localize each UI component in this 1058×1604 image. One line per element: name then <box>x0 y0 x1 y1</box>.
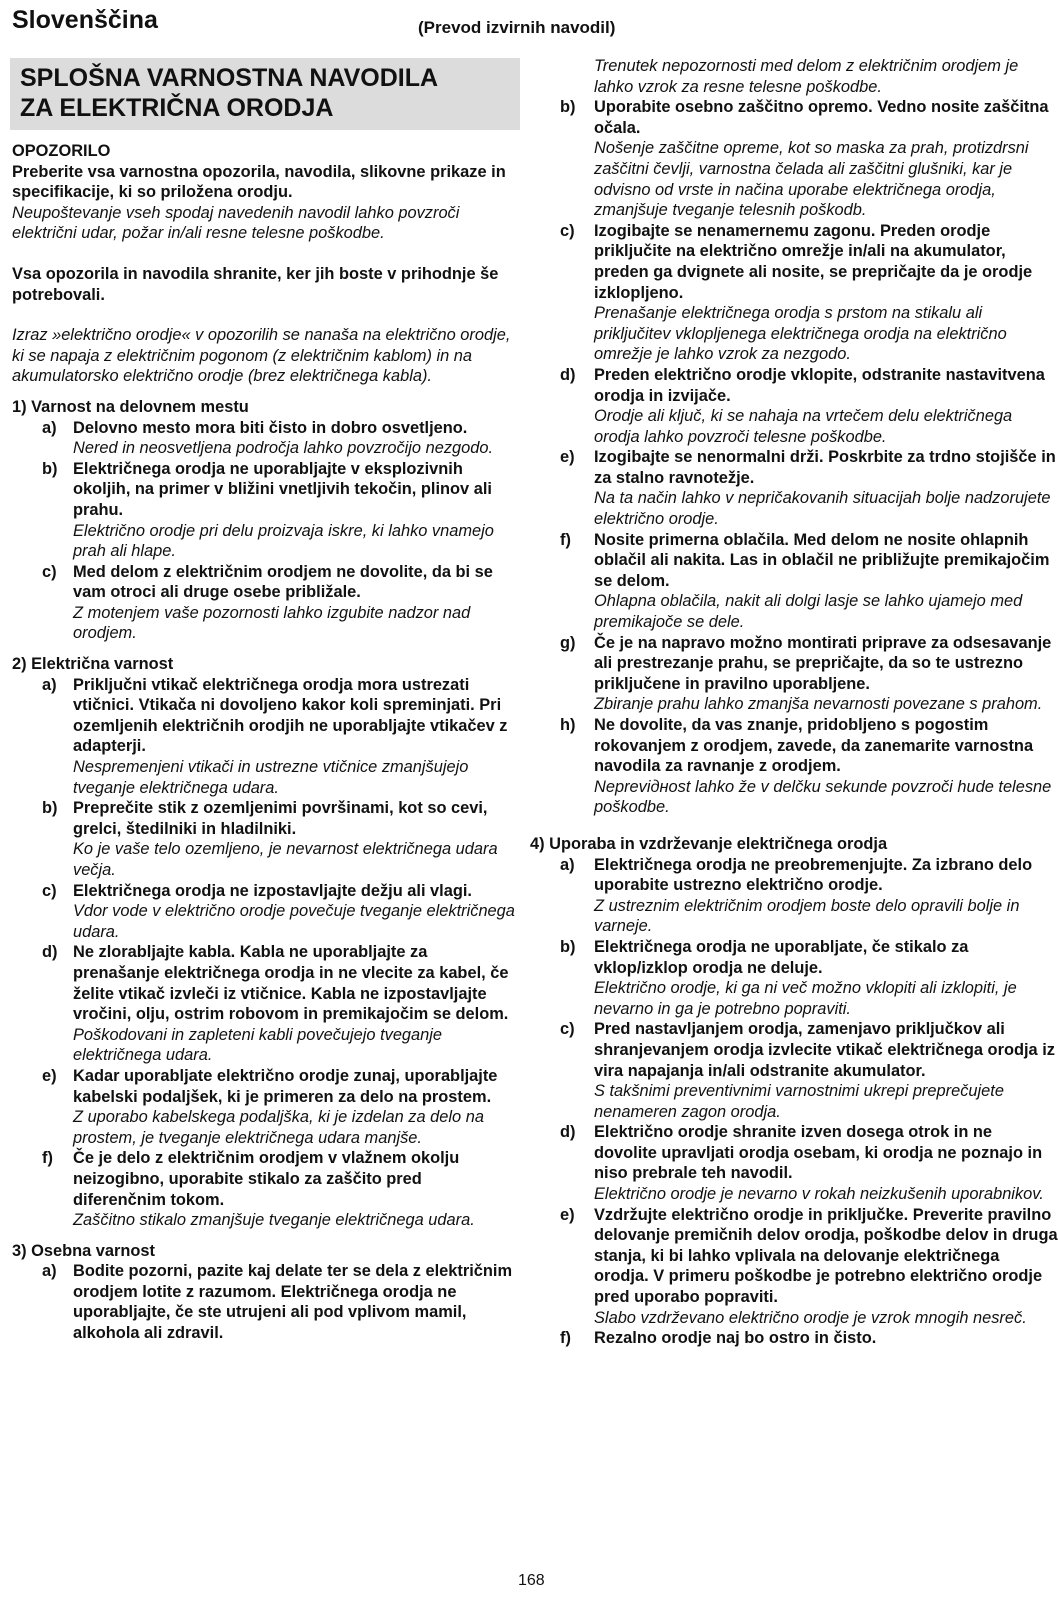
section-3-heading: 3) Osebna varnost <box>12 1241 156 1260</box>
item-label: a) <box>42 418 57 437</box>
list-item <box>12 881 518 943</box>
save-instructions: Vsa opozorila in navodila shranite, ker jih boste v prihodnje še potrebovali. <box>12 264 499 304</box>
definition-text: Izraz »električno orodje« v opozorilih se nanaša na električno orodje, ki se napaja z električnim pogonom (z električnim kablom) in na akumulatorsko električno orodje (brez električnega kabla). <box>12 326 511 386</box>
item-note: Električno orodje je nevarno v rokah neizkušenih uporabnikov. <box>594 1185 1044 1204</box>
item-label: b) <box>560 937 576 956</box>
list-item <box>560 447 1058 529</box>
item-text: Delovno mesto mora biti čisto in dobro osvetljeno. <box>73 418 468 437</box>
translation-subtitle: (Prevod izvirnih navodil) <box>418 18 616 37</box>
item-note: Prenašanje električnega orodja s prstom na stikalu ali priključitev vklopljenega električnega orodja na električno omrežje je lahko vzrok za nezgodo. <box>594 304 1007 364</box>
item-label: d) <box>560 1123 576 1142</box>
item-note: Vdor vode v električno orodje povečuje tveganje električnega udara. <box>73 902 515 941</box>
item-label: b) <box>42 459 58 478</box>
item-text: Preden električno orodje vklopite, odstranite nastavitvena orodja in izvijače. <box>594 365 1045 405</box>
list-item <box>12 459 518 562</box>
list-item <box>560 221 1058 365</box>
item-note: Ohlapna oblačila, nakit ali dolgi lasje se lahko ujamejo med premikajoče se dele. <box>594 592 1023 632</box>
list-item <box>12 1066 518 1148</box>
list-item <box>560 937 1058 1019</box>
item-label: f) <box>560 1329 571 1348</box>
item-note: Nošenje zaščitne opreme, kot so maska za prah, protizdrsni zaščitni čevlji, varnostna čelada ali zaščitni glušniki, kar je odvisno od vrste in načina uporabe električnega orodja, zmanjšuje tveganje telesnih poškodb. <box>594 139 1029 220</box>
item-note: Z uporabo kabelskega podaljška, ki je izdelan za delo na prostem, je tveganje električnega udara manjše. <box>73 1108 484 1147</box>
section-2-heading: 2) Električna varnost <box>12 655 174 674</box>
item-note: Na ta način lahko v nepričakovanih situacijah bolje nadzorujete električno orodje. <box>594 489 1051 529</box>
list-item <box>560 97 1058 221</box>
left-column <box>12 141 518 1344</box>
list-item <box>12 798 518 880</box>
list-item <box>560 1019 1058 1122</box>
item-label: b) <box>560 98 576 117</box>
list-item <box>12 418 518 459</box>
item-text: Ne dovolite, da vas znanje, pridobljeno s pogostim rokovanjem z orodjem, zavede, da zanemarite varnostna navodila za ravnanje z orodjem. <box>594 716 1034 776</box>
item-note: Zaščitno stikalo zmanjšuje tveganje električnega udara. <box>73 1211 475 1230</box>
item-label: e) <box>560 1205 575 1224</box>
item-label: c) <box>560 1020 575 1039</box>
item-label: d) <box>42 943 58 962</box>
item-text: Električnega orodja ne uporabljajte v eksplozivnih okoljih, na primer v bližini vnetljivih tekočin, plinov ali prahu. <box>73 459 492 519</box>
list-item <box>560 633 1058 715</box>
list-item <box>560 1122 1058 1204</box>
warning-note: Neupoštevanje vseh spodaj navedenih navodil lahko povzroči električni udar, požar in/ali resne telesne poškodbe. <box>12 203 460 243</box>
item-label: d) <box>560 365 576 384</box>
list-item <box>560 1205 1058 1329</box>
item-text: Električno orodje shranite izven dosega otrok in ne dovolite upravljati orodja osebam, ki orodja ne poznajo in niso prebrale teh navodil. <box>594 1123 1043 1183</box>
list-item <box>12 675 518 799</box>
item-note: Ko je vaše telo ozemljeno, je nevarnost električnega udara večja. <box>73 840 498 879</box>
list-item <box>12 1261 518 1343</box>
item-text: Ne zlorabljajte kabla. Kabla ne uporabljajte za prenašanje električnega orodja in ne vlecite za kabel, če želite vtikač izvleči iz vtičnice. Kabla ne izpostavljajte vročini, olju, ostrim robovom in premikajočim se delom. <box>73 943 509 1024</box>
item-note: Nered in neosvetljena področja lahko povzročijo nezgodo. <box>73 439 494 458</box>
item-text: Če je na napravo možno montirati priprave za odsesavanje ali prestrezanje prahu, se prepričajte, da so te ustrezno priključene in pravilno uporabljene. <box>594 633 1052 693</box>
page-number: 168 <box>518 1572 545 1589</box>
item-label: e) <box>42 1066 57 1085</box>
title-line-2: ZA ELEKTRIČNA ORODJA <box>20 94 334 122</box>
item-note: Električno orodje, ki ga ni več možno vklopiti ali izklopiti, je nevarno in ga je potrebno popraviti. <box>594 979 1017 1018</box>
item-label: b) <box>42 799 58 818</box>
item-text: Električnega orodja ne uporabljate, če stikalo za vklop/izklop orodja ne deluje. <box>594 937 969 977</box>
language-heading: Slovenščina <box>12 6 158 34</box>
item-label: c) <box>560 221 575 240</box>
item-text: Vzdržujte električno orodje in priključke. Preverite pravilno delovanje premičnih delov orodja, poškodbe delov in druga stanja, ki bi lahko vplivala na delovanje električnega orodja. V primeru poškodbe je potrebno električno orodje pred uporabo popraviti. <box>594 1205 1058 1307</box>
item-label: e) <box>560 448 575 467</box>
item-note: Poškodovani in zapleteni kabli povečujejo tveganje električnega udara. <box>73 1025 443 1065</box>
item-text: Izogibajte se nenormalni drži. Poskrbite za trdno stojišče in za stalno ravnotežje. <box>594 448 1056 487</box>
item-label: c) <box>42 881 57 900</box>
document-title <box>10 58 520 130</box>
item-label: h) <box>560 716 576 734</box>
list-item <box>12 562 518 644</box>
item-text: Kadar uporabljate električno orodje zunaj, uporabljajte kabelski podaljšek, ki je primeren za delo na prostem. <box>73 1066 498 1106</box>
item-text: Pred nastavljanjem orodja, zamenjavo priključkov ali shranjevanjem orodja izvlecite vtikač električnega orodja iz vira napajanja in/ali odstranite akumulator. <box>594 1020 1055 1080</box>
item-note: Orodje ali ključ, ki se nahaja na vrtečem delu električnega orodja lahko povzroči telesne poškodbe. <box>594 407 1013 446</box>
list-item <box>560 715 1058 818</box>
item-label: f) <box>42 1149 53 1168</box>
item-label: a) <box>42 675 57 694</box>
item-text: Uporabite osebno zaščitno opremo. Vedno nosite zaščitna očala. <box>594 98 1049 137</box>
right-column <box>530 56 1058 1349</box>
item-note: Nepreviднost lahko že v delčku sekunde povzroči hude telesne poškodbe. <box>594 777 1052 817</box>
item-note: Nespremenjeni vtikači in ustrezne vtičnice zmanjšujejo tveganje električnega udara. <box>73 758 469 797</box>
list-item <box>560 530 1058 633</box>
item-label: g) <box>560 633 576 652</box>
warning-heading: OPOZORILO <box>12 142 111 160</box>
item-label: c) <box>42 562 57 581</box>
item-text: Nosite primerna oblačila. Med delom ne nosite ohlapnih oblačil ali nakita. Las in oblačil ne približujte premikajočim se delom. <box>594 530 1050 590</box>
item-text: Če je delo z električnim orodjem v vlažnem okolju neizogibno, uporabite stikalo za zaščito pred diferenčnim tokom. <box>73 1149 460 1209</box>
list-item <box>560 365 1058 447</box>
item-text: Električnega orodja ne preobremenjujte. Za izbrano delo uporabite ustrezno električno orodje. <box>594 855 1033 895</box>
item-text: Izogibajte se nenamernemu zagonu. Preden orodje priključite na električno omrežje in/ali na akumulator, preden ga dvignete ali nosite, se prepričajte da je orodje izklopljeno. <box>594 221 1033 302</box>
item-label: f) <box>560 530 571 549</box>
item-note: Zbiranje prahu lahko zmanjša nevarnosti povezane s prahom. <box>594 695 1043 714</box>
item-text: Bodite pozorni, pazite kaj delate ter se dela z električnim orodjem lotite z razumom. Električnega orodja ne uporabljajte, če ste utrujeni ali pod vplivom mamil, alkohola ali zdravil. <box>73 1262 513 1343</box>
item-text: Električnega orodja ne izpostavljajte dežju ali vlagi. <box>73 881 472 900</box>
item-label: a) <box>560 855 575 874</box>
item-note: Trenutek nepozornosti med delom z električnim orodjem je lahko vzrok za resne telesne poškodbe. <box>594 57 1019 96</box>
section-1-heading: 1) Varnost na delovnem mestu <box>12 397 249 416</box>
item-note: Slabo vzdrževano električno orodje je vzrok mnogih nesreč. <box>594 1308 1027 1327</box>
list-item <box>560 1328 1058 1349</box>
item-text: Rezalno orodje naj bo ostro in čisto. <box>594 1329 877 1348</box>
list-item <box>12 1148 518 1230</box>
item-note: S takšnimi preventivnimi varnostnimi ukrepi preprečujete nenameren zagon orodja. <box>594 1082 1004 1121</box>
title-line-1: SPLOŠNA VARNOSTNA NAVODILA <box>20 64 439 92</box>
item-text: Preprečite stik z ozemljenimi površinami, kot so cevi, grelci, štedilniki in hladilniki. <box>73 799 488 838</box>
list-item <box>560 855 1058 937</box>
section-4-heading: 4) Uporaba in vzdrževanje električnega orodja <box>530 834 888 853</box>
item-text: Med delom z električnim orodjem ne dovolite, da bi se vam otroci ali druge osebe približale. <box>73 562 493 602</box>
item-note: Z ustreznim električnim orodjem boste delo opravili bolje in varneje. <box>594 896 1020 936</box>
item-note: Z motenjem vaše pozornosti lahko izgubite nadzor nad orodjem. <box>73 603 471 643</box>
warning-text: Preberite vsa varnostna opozorila, navodila, slikovne prikaze in specifikacije, ki so priložena orodju. <box>12 162 506 202</box>
item-note: Električno orodje pri delu proizvaja iskre, ki lahko vnamejo prah ali hlape. <box>73 521 494 561</box>
item-text: Priključni vtikač električnega orodja mora ustrezati vtičnici. Vtikača ni dovoljeno kakor koli spreminjati. Pri ozemljenih električnih orodjih ne uporabljajte vtikačev z adapterji. <box>73 675 508 756</box>
item-label: a) <box>42 1262 57 1281</box>
list-item-continued <box>572 56 1058 97</box>
list-item <box>12 942 518 1066</box>
